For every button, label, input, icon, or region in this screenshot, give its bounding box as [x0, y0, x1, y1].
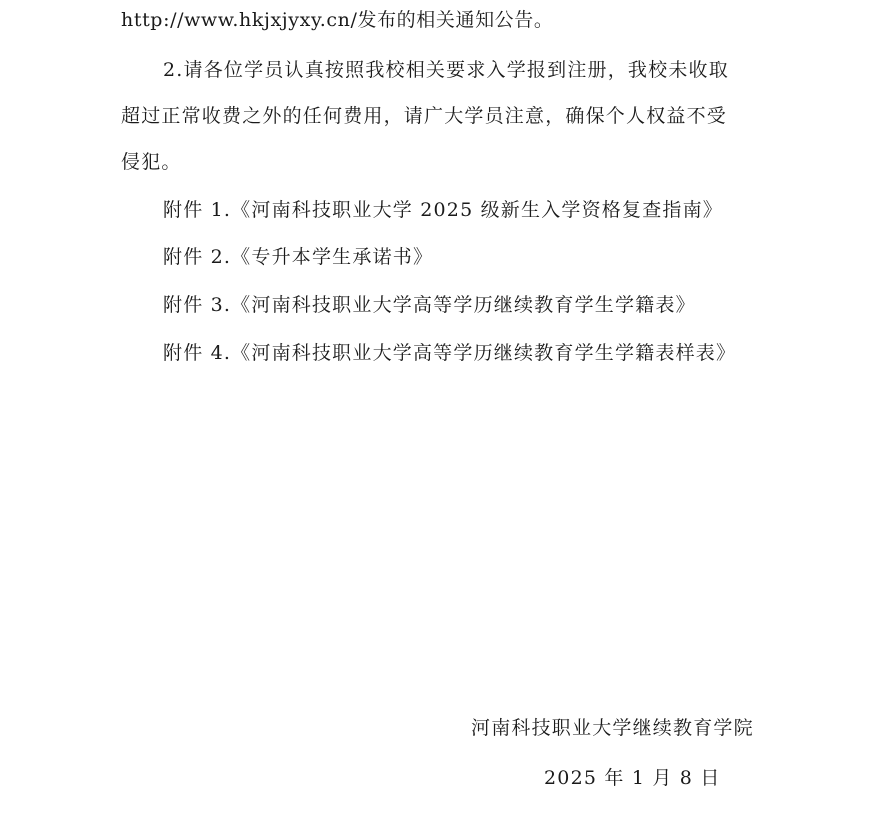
url-notice-line: http://www.hkjxjyxy.cn/发布的相关通知公告。: [121, 9, 554, 31]
paragraph-2-line-1: 2.请各位学员认真按照我校相关要求入学报到注册，我校未收取: [163, 59, 729, 81]
attachment-4: 附件 4.《河南科技职业大学高等学历继续教育学生学籍表样表》: [163, 342, 737, 364]
attachment-2: 附件 2.《专升本学生承诺书》: [163, 246, 434, 268]
paragraph-2-line-3: 侵犯。: [121, 151, 182, 173]
signature-date: 2025 年 1 月 8 日: [544, 767, 721, 789]
attachment-1: 附件 1.《河南科技职业大学 2025 级新生入学资格复查指南》: [163, 199, 724, 221]
paragraph-2-line-2: 超过正常收费之外的任何费用，请广大学员注意，确保个人权益不受: [121, 105, 728, 127]
attachment-3: 附件 3.《河南科技职业大学高等学历继续教育学生学籍表》: [163, 294, 696, 316]
signature-organization: 河南科技职业大学继续教育学院: [471, 717, 754, 739]
